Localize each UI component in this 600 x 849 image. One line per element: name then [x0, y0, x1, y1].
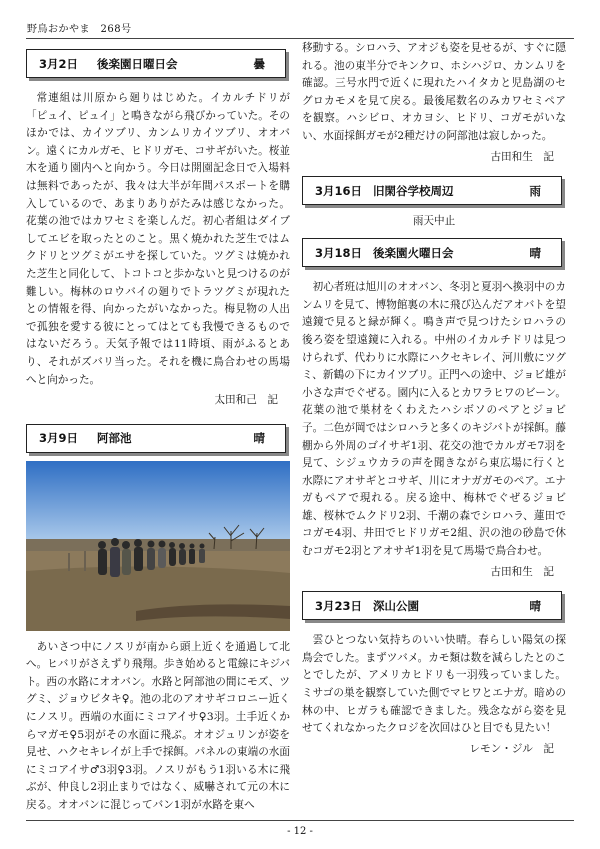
report-title: 後楽園火曜日会	[373, 245, 454, 260]
report-date: 3月9日	[39, 431, 79, 446]
right-column	[302, 40, 566, 758]
report-body-3: 雨天中止	[412, 215, 456, 228]
report-body-4: 初心者班は旭川のオオバン、冬羽と夏羽へ換羽中のカンムリを見て、博物館裏の木に飛び込んだアオバトを望遠鏡で見ると緑が輝く。鳴き声で見つけたシロハラの後ろ姿を望遠鏡に入れる。中州のイカルチドリは見つけられず、代わりに水際にハクセキレイ、河川敷にツグミ、新鶴の下にカイツブリ。正門への途中、ジョビ雄が小さな声でぐぜる。園内に入るとカワラヒワのビーン。花葉の池で巣材をくわえたハシボソのペアとジョビ子。二色が岡ではシロハラと多くのキジバトが採餌。藤棚から外周のゴイサギ1羽、花交の池でカルガモ7羽を見て、シジュウカラの声を聞きながら東広場に行くと水際にアオサギとコサギ、川にオナガガモのペア。エナガもペアで現れる。戻る途中、梅林でぐぜるジョビ雄、桜林でムクドリ2羽、千潮の森でシロハラ、蓮田でコガモ4羽、井田でヒドリガモ2組、沢の池の砂島で休むコガモ2羽とアオサギ1羽を見て馬場で鳥合わせ。	[302, 281, 566, 558]
report-title: 後楽園日曜日会	[97, 56, 178, 71]
report-date: 3月23日	[315, 598, 363, 613]
report-weather: 晴	[253, 431, 265, 446]
report-title: 深山公園	[373, 598, 419, 613]
report-author-4: 古田和生 記	[490, 565, 554, 578]
page-number: - 12 -	[287, 826, 313, 837]
report-body-5: 雲ひとつない気持ちのいい快晴。春らしい陽気の探鳥会でした。まずツバメ。カモ類は数を減らしたとのことでしたが、アメリカヒドリも一羽残っていました。ミサゴの巣を観察していた側でマヒワとエナガ。暗めの林の中、ヒガラも確認できました。残念ながら姿を見せてくれなかったクロジを次回はひと目でも見たい！	[302, 634, 566, 735]
report-author-5: レモン・ジル 記	[469, 742, 554, 755]
header-rule	[26, 38, 574, 39]
report-body-2-part1: あいさつ中にノスリが南から頭上近くを通過して北へ。ヒバリがさえずり飛翔。歩き始めると電線にキジバト。西の水路にオオバン。水路と阿部池の間にモズ、ツグミ、ジョウビタキ♀。池の北のアオサギコロニー近くにノスリ。西端の水面にミコアイサ♀3羽。土手近くからマガモ♀5羽がその水面に飛ぶ。オオジュリンが姿を見せ、ハクセキレイが上手で採餌。パネルの東端の水面にミコアイサ♂3羽♀3羽。ノスリがもう1羽いる木に飛ぶが、仲良し2羽止まりではなく、威嚇されて元の木に戻る。オオバンに混じってバン1羽が水路を東へ	[26, 640, 290, 812]
footer-rule	[26, 820, 574, 821]
report-date: 3月2日	[39, 56, 79, 71]
report-heading-1	[26, 49, 286, 78]
report-weather: 曇	[253, 56, 265, 71]
report-weather: 晴	[529, 245, 541, 260]
report-heading-4	[302, 238, 562, 267]
report-body-1: 常連組は川原から廻りはじめた。イカルチドリが「ピュイ、ピュイ」と鳴きながら飛びかっていた。そのほかでは、カイツブリ、カンムリカイツブリ、オオバン。遠くにカルガモ、ヒドリガモ、コサギがいた。桜並木を通り園内へと向かう。今日は開園記念日で入場料は無料であったが、我々は大半が年間パスポートを購入しているので、あまりありがたみは感じなかった。花葉の池ではカワセミを楽しんだ。初心者組はダイブしてエビを取ったとのこと。黒く焼かれた芝生ではムクドリとツグミがエサを探していた。ツグミは焼かれた芝生と同化して、トコトコと歩かないと見つけるのが難しい。梅林のロウバイの廻りでトラツグミが現れたとの情報を得、向かったがいなかった。梅見物の人出で孤独を愛する彼にとってはとても我慢できるものではないだろう。天気予報では11時頃、雨がふるとあり、それがズバリ当った。それを機に鳥合わせの馬場へと向かった。	[26, 92, 290, 386]
report-title: 旧閑谷学校周辺	[373, 183, 454, 198]
page-header: 野鳥おかやま 268号	[27, 24, 132, 35]
left-column	[26, 49, 290, 815]
report-date: 3月18日	[315, 245, 363, 260]
report-author-1: 太田和己 記	[214, 394, 278, 407]
report-author-2: 古田和生 記	[490, 150, 554, 163]
report-heading-5	[302, 591, 562, 620]
report-date: 3月16日	[315, 183, 363, 198]
report-title: 阿部池	[97, 431, 132, 446]
report-heading-2	[26, 424, 286, 453]
birdwatching-group-photo	[26, 461, 290, 631]
report-heading-3	[302, 176, 562, 205]
report-weather: 晴	[529, 598, 541, 613]
report-weather: 雨	[529, 183, 541, 198]
report-body-2-part2: 移動する。シロハラ、アオジも姿を見せるが、すぐに隠れる。池の東半分でキンクロ、ホシハジロ、カンムリを確認。三号水門で近くに現れたハイタカと児島湖のセグロカモメを見て戻る。最後尾数名のみカワセミペアを観察。ハシビロ、オカヨシ、ヒドリ、コガモがいない、水面採餌ガモが2種だけの阿部池は寂しかった。	[302, 42, 566, 142]
